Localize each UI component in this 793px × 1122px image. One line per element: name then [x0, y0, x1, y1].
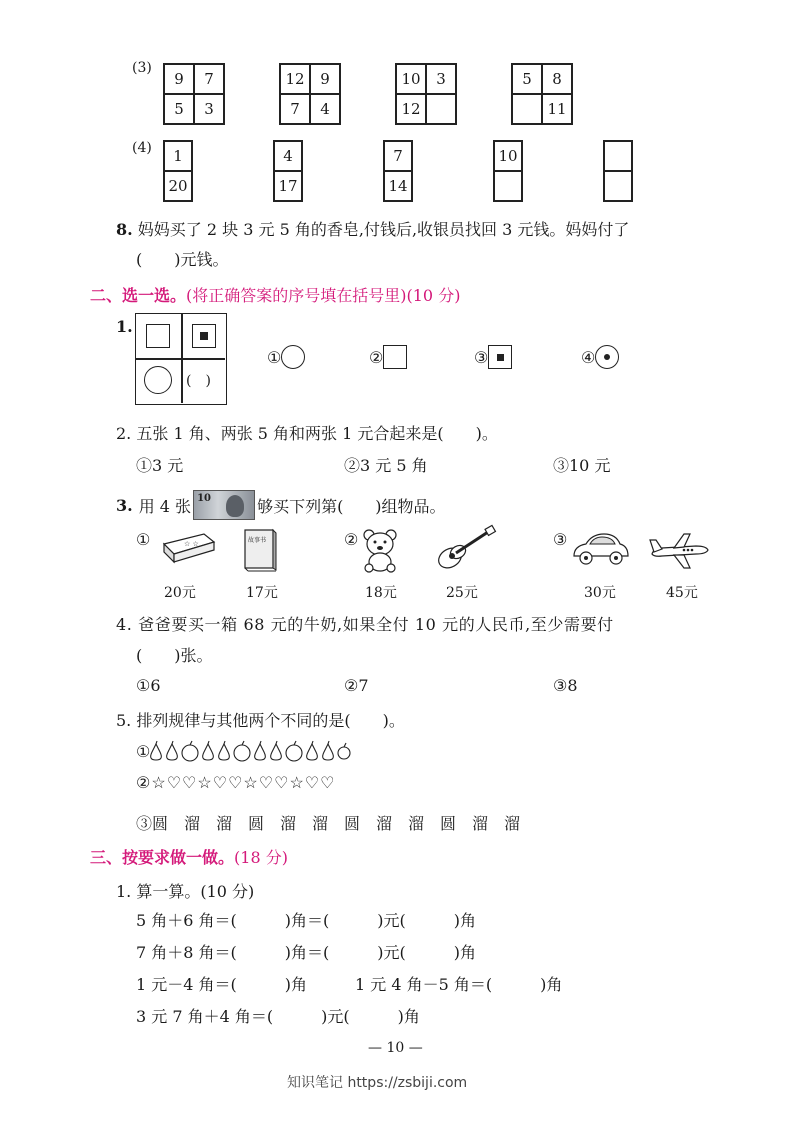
answer-blank[interactable]: ( )	[186, 373, 211, 389]
number-grid-4	[511, 63, 573, 125]
column-cell	[604, 171, 632, 201]
grid-cell: 5	[164, 94, 194, 124]
option-3[interactable]	[474, 345, 512, 369]
section-2-heading	[90, 283, 460, 306]
pencil-case-icon	[160, 530, 216, 566]
column-cell	[604, 141, 632, 171]
banknote-value: 10	[197, 493, 211, 504]
column-cell	[494, 171, 522, 201]
question-4-line2: ( )张。	[136, 646, 213, 665]
grid-cell: 3	[194, 94, 224, 124]
column-cell: 17	[274, 171, 302, 201]
group-3-marker[interactable]: ③	[553, 530, 568, 549]
calc-row[interactable]: 1 元－4 角＝( )角 1 元 4 角－5 角＝( )角	[136, 975, 563, 994]
banknote-10-yuan	[193, 490, 255, 520]
question-text-post: 够买下列第( )组物品。	[257, 496, 446, 516]
number-grid-1	[163, 63, 225, 125]
question-4: 4. 爸爸要买一箱 68 元的牛奶,如果全付 10 元的人民币,至少需要付	[116, 615, 614, 634]
question-1-title: 1. 算一算。(10 分)	[116, 882, 255, 901]
number-grid-3	[395, 63, 457, 125]
option-marker: ②	[369, 347, 384, 367]
grid-cell: 11	[542, 94, 572, 124]
option-2[interactable]	[369, 345, 407, 369]
section-3-heading	[90, 845, 288, 868]
square-with-dot-shape	[192, 324, 216, 348]
grid-cell	[512, 94, 542, 124]
number-column-2	[273, 140, 303, 202]
storybook-icon	[242, 528, 278, 572]
option-1[interactable]: ①6	[136, 676, 161, 695]
question-2: 2. 五张 1 角、两张 5 角和两张 1 元合起来是( )。	[116, 424, 498, 443]
option-3[interactable]: ③10 元	[553, 456, 611, 475]
number-column-3	[383, 140, 413, 202]
grid-cell: 5	[512, 64, 542, 94]
q3-label: (3)	[132, 60, 152, 76]
question-8	[116, 217, 629, 240]
circle-with-dot-shape	[595, 345, 619, 369]
square-with-dot-shape	[488, 345, 512, 369]
grid-cell: 9	[164, 64, 194, 94]
grid-cell: 9	[310, 64, 340, 94]
calc-row[interactable]: 3 元 7 角＋4 角＝( )元( )角	[136, 1007, 420, 1026]
toy-car-icon	[570, 530, 630, 570]
square-shape	[383, 345, 407, 369]
guitar-icon	[436, 526, 496, 572]
question-number: 1.	[116, 317, 133, 336]
grid-cell: 3	[426, 64, 456, 94]
q4-label: (4)	[132, 140, 152, 156]
grid-cell: 7	[280, 94, 310, 124]
calc-row[interactable]: 5 角＋6 角＝( )角＝( )元( )角	[136, 911, 476, 930]
grid-cell: 12	[396, 94, 426, 124]
option-2[interactable]: ②3 元 5 角	[344, 456, 428, 475]
option-marker: ①	[136, 741, 151, 761]
price-label: 20元	[164, 585, 196, 601]
option-1[interactable]	[136, 740, 350, 762]
grid-cell	[426, 94, 456, 124]
option-4[interactable]	[581, 345, 619, 369]
group-1-marker[interactable]: ①	[136, 530, 151, 549]
option-marker: ③	[474, 347, 489, 367]
option-1[interactable]: ①3 元	[136, 456, 184, 475]
group-2-marker[interactable]: ②	[344, 530, 359, 549]
circle-shape	[281, 345, 305, 369]
column-cell: 14	[384, 171, 412, 201]
price-label: 18元	[365, 585, 397, 601]
number-column-1	[163, 140, 193, 202]
grid-cell: 12	[280, 64, 310, 94]
page-number: — 10 —	[368, 1040, 423, 1056]
option-marker: ①	[267, 347, 282, 367]
price-label: 17元	[246, 585, 278, 601]
price-label: 45元	[666, 585, 698, 601]
circle-shape	[144, 366, 172, 394]
column-cell: 10	[494, 141, 522, 171]
column-cell: 7	[384, 141, 412, 171]
question-number: 3.	[116, 495, 133, 515]
airplane-icon	[648, 532, 710, 572]
calc-row[interactable]: 7 角＋8 角＝( )角＝( )元( )角	[136, 943, 476, 962]
number-column-5	[603, 140, 633, 202]
column-cell: 1	[164, 141, 192, 171]
column-cell: 20	[164, 171, 192, 201]
grid-cell: 4	[310, 94, 340, 124]
shape-grid	[135, 313, 227, 405]
price-label: 30元	[584, 585, 616, 601]
question-3	[116, 490, 446, 520]
grid-cell: 10	[396, 64, 426, 94]
option-marker: ④	[581, 347, 596, 367]
grid-cell: 8	[542, 64, 572, 94]
section-title: 三、按要求做一做。	[90, 848, 235, 867]
teddy-bear-icon	[360, 528, 400, 572]
option-2[interactable]: ②☆♡♡☆♡♡☆♡♡☆♡♡	[136, 773, 336, 792]
book-label: 故事书	[248, 537, 267, 544]
grid-cell: 7	[194, 64, 224, 94]
section-title: 二、选一选。	[90, 286, 187, 305]
number-grid-2	[279, 63, 341, 125]
svg-text:☆ ☆: ☆ ☆	[184, 540, 199, 548]
section-note: (将正确答案的序号填在括号里)(10 分)	[186, 286, 461, 305]
fruit-pattern-icons	[150, 740, 350, 762]
square-shape	[146, 324, 170, 348]
question-5: 5. 排列规律与其他两个不同的是( )。	[116, 711, 405, 730]
question-number: 8.	[116, 220, 133, 239]
question-text: 妈妈买了 2 块 3 元 5 角的香皂,付钱后,收银员找回 3 元钱。妈妈付了	[137, 220, 630, 239]
question-8-line2: ( )元钱。	[136, 250, 229, 269]
option-3[interactable]: ③8	[553, 676, 578, 695]
question-text-pre: 用 4 张	[138, 496, 192, 516]
section-note: (18 分)	[234, 848, 288, 867]
footer-watermark: 知识笔记 https://zsbiji.com	[287, 1075, 468, 1091]
column-cell: 4	[274, 141, 302, 171]
option-2[interactable]: ②7	[344, 676, 369, 695]
option-3[interactable]: ③圆 溜 溜 圆 溜 溜 圆 溜 溜 圆 溜 溜	[136, 814, 521, 833]
number-column-4	[493, 140, 523, 202]
price-label: 25元	[446, 585, 478, 601]
option-1[interactable]	[267, 345, 305, 369]
